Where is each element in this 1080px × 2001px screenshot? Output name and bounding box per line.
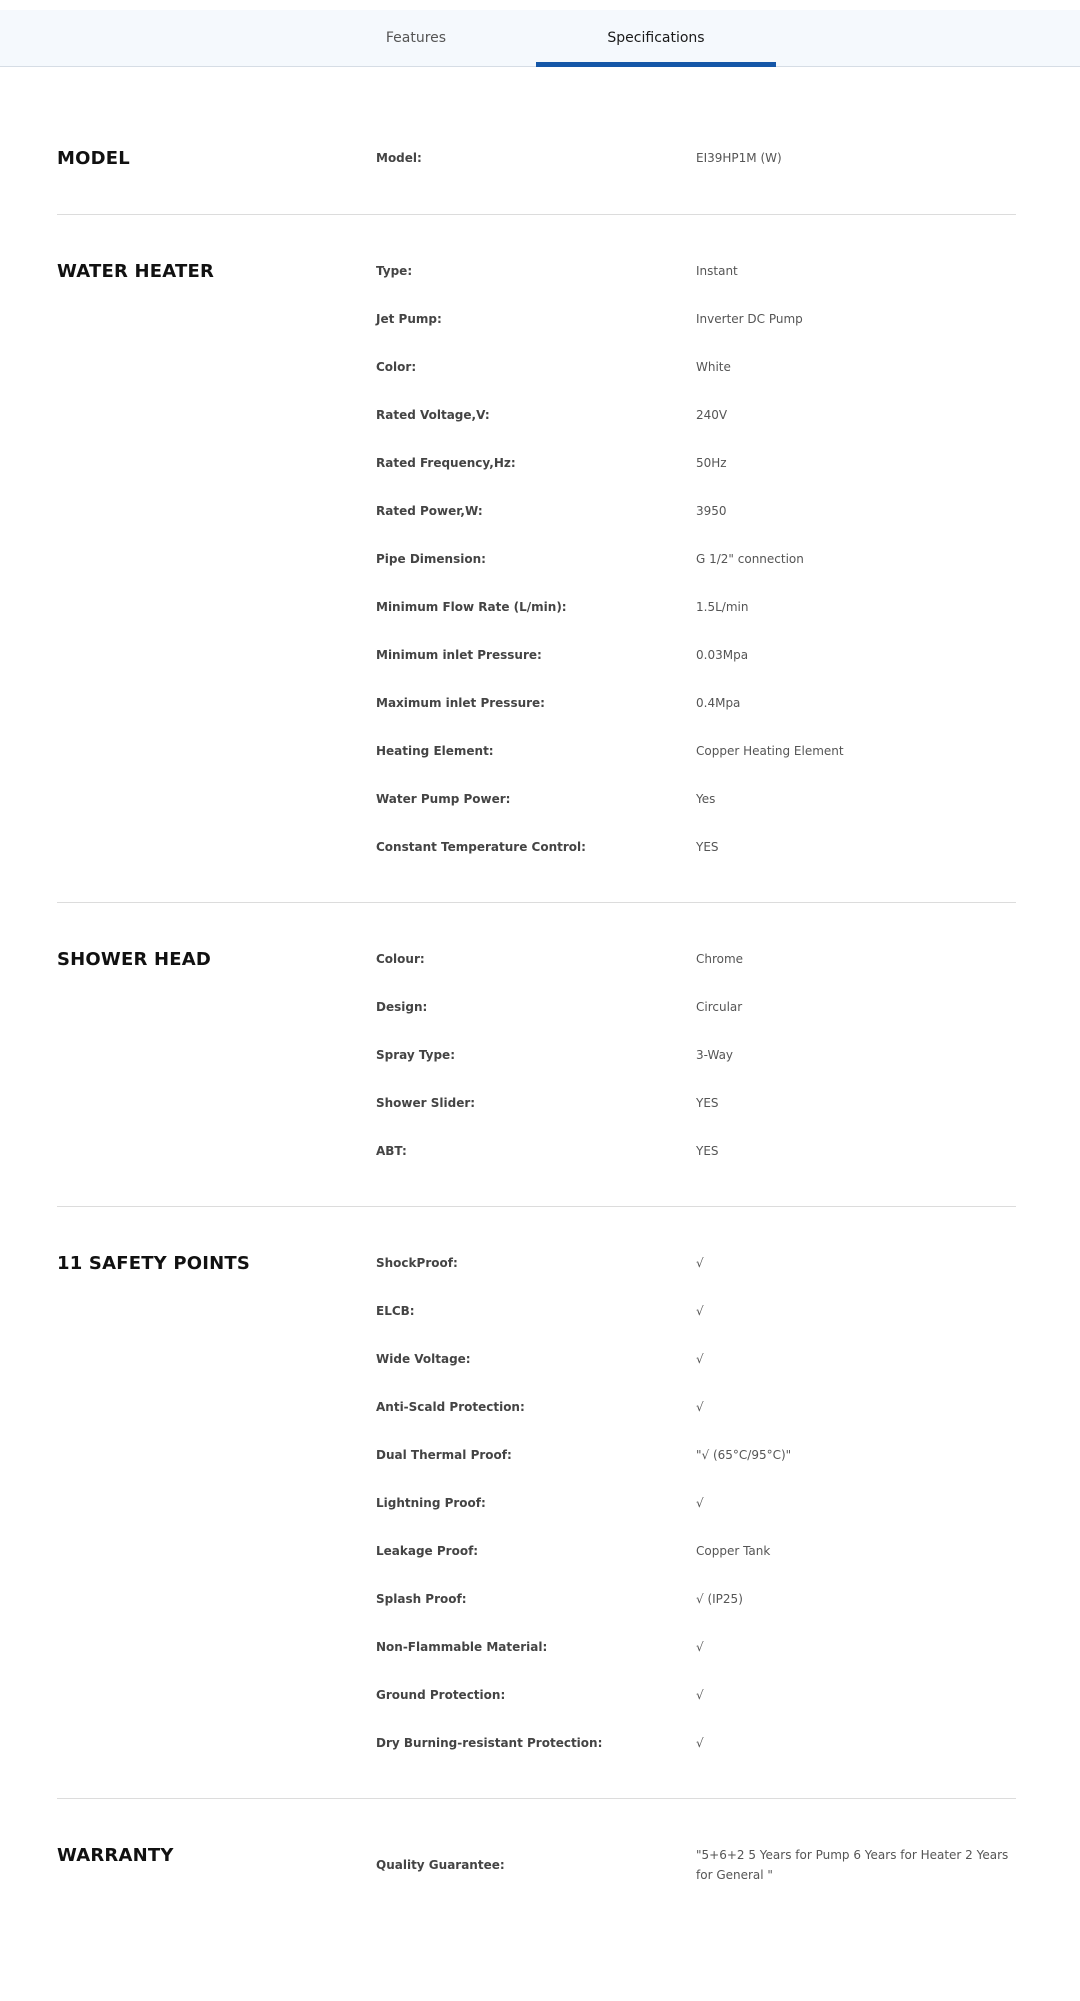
spec-label: Splash Proof: <box>376 1592 467 1606</box>
spec-value: √ <box>696 1400 704 1414</box>
spec-row <box>57 1445 1016 1465</box>
spec-row <box>57 1141 1016 1161</box>
spec-value: 1.5L/min <box>696 600 749 614</box>
spec-label: Quality Guarantee: <box>376 1858 505 1872</box>
spec-value: 3-Way <box>696 1048 734 1062</box>
spec-row <box>57 1397 1016 1417</box>
spec-value: Copper Tank <box>696 1544 771 1558</box>
spec-label: ELCB: <box>376 1304 415 1318</box>
spec-row <box>57 1493 1016 1513</box>
spec-value: √ <box>696 1736 704 1750</box>
spec-label: Rated Frequency,Hz: <box>376 456 516 470</box>
spec-label: Color: <box>376 360 417 374</box>
tab-features[interactable] <box>316 10 516 66</box>
spec-label: Type: <box>376 264 413 278</box>
spec-label: Heating Element: <box>376 744 494 758</box>
spec-label: Ground Protection: <box>376 1688 506 1702</box>
spec-label: Rated Voltage,V: <box>376 408 490 422</box>
spec-value: YES <box>696 840 719 854</box>
section-divider <box>57 1206 1016 1207</box>
spec-value: Inverter DC Pump <box>696 312 803 326</box>
spec-label: Maximum inlet Pressure: <box>376 696 545 710</box>
section-title: MODEL <box>57 148 130 169</box>
spec-row <box>57 1253 1016 1273</box>
spec-label: ShockProof: <box>376 1256 458 1270</box>
spec-value: √ (IP25) <box>696 1592 743 1606</box>
spec-value: White <box>696 360 731 374</box>
spec-label: Minimum inlet Pressure: <box>376 648 542 662</box>
tab-specifications-label: Specifications <box>607 30 705 46</box>
spec-row <box>57 597 1016 617</box>
active-tab-indicator <box>536 62 776 67</box>
section-title: SHOWER HEAD <box>57 949 212 970</box>
spec-value: √ <box>696 1304 704 1318</box>
section-divider <box>57 1798 1016 1799</box>
spec-row <box>57 645 1016 665</box>
spec-value: YES <box>696 1144 719 1158</box>
spec-label: Leakage Proof: <box>376 1544 479 1558</box>
tab-specifications[interactable] <box>536 10 776 66</box>
spec-row <box>57 1733 1016 1753</box>
spec-value: YES <box>696 1096 719 1110</box>
spec-row <box>57 1093 1016 1113</box>
spec-value: EI39HP1M (W) <box>696 151 782 165</box>
spec-row <box>57 501 1016 521</box>
spec-label: Jet Pump: <box>376 312 442 326</box>
spec-label: Wide Voltage: <box>376 1352 471 1366</box>
spec-row <box>57 1589 1016 1609</box>
spec-value: Yes <box>696 792 716 806</box>
spec-value: 0.03Mpa <box>696 648 749 662</box>
spec-value: Chrome <box>696 952 744 966</box>
spec-label: Constant Temperature Control: <box>376 840 586 854</box>
spec-label: Design: <box>376 1000 428 1014</box>
spec-value: Circular <box>696 1000 743 1014</box>
spec-label: Shower Slider: <box>376 1096 476 1110</box>
spec-value: √ <box>696 1352 704 1366</box>
spec-value: Copper Heating Element <box>696 744 844 758</box>
spec-label: Dry Burning-resistant Protection: <box>376 1736 603 1750</box>
spec-row <box>57 148 1016 168</box>
section-title: WATER HEATER <box>57 261 215 282</box>
spec-label: ABT: <box>376 1144 407 1158</box>
spec-row <box>57 693 1016 713</box>
spec-value: √ <box>696 1640 704 1654</box>
spec-value: √ <box>696 1688 704 1702</box>
spec-value: √ <box>696 1256 704 1270</box>
spec-row <box>57 837 1016 857</box>
spec-value: √ <box>696 1496 704 1510</box>
spec-label: Pipe Dimension: <box>376 552 486 566</box>
spec-row <box>57 357 1016 377</box>
spec-label: Anti-Scald Protection: <box>376 1400 525 1414</box>
spec-value: Instant <box>696 264 738 278</box>
spec-row <box>57 741 1016 761</box>
spec-value: G 1/2" connection <box>696 552 804 566</box>
spec-row <box>57 309 1016 329</box>
section-title: WARRANTY <box>57 1845 174 1866</box>
section-divider <box>57 214 1016 215</box>
spec-row <box>57 789 1016 809</box>
spec-label: Rated Power,W: <box>376 504 483 518</box>
spec-row <box>57 1541 1016 1561</box>
section-title: 11 SAFETY POINTS <box>57 1253 251 1274</box>
spec-value: "5+6+2 5 Years for Pump 6 Years for Heater 2 Years for General " <box>696 1848 1009 1882</box>
spec-row <box>57 549 1016 569</box>
spec-row <box>57 1349 1016 1369</box>
spec-row <box>57 1637 1016 1657</box>
spec-label: Water Pump Power: <box>376 792 511 806</box>
spec-row <box>57 1045 1016 1065</box>
spec-row <box>57 997 1016 1017</box>
tab-features-label: Features <box>385 30 447 46</box>
spec-row <box>57 1685 1016 1705</box>
spec-label: Minimum Flow Rate (L/min): <box>376 600 567 614</box>
tab-bar <box>0 10 1080 67</box>
spec-row <box>57 1301 1016 1321</box>
spec-label: Lightning Proof: <box>376 1496 486 1510</box>
spec-label: Non-Flammable Material: <box>376 1640 548 1654</box>
spec-row <box>57 1845 1016 1885</box>
spec-row <box>57 453 1016 473</box>
spec-label: Dual Thermal Proof: <box>376 1448 512 1462</box>
spec-label: Spray Type: <box>376 1048 455 1062</box>
section-divider <box>57 902 1016 903</box>
spec-label: Model: <box>376 151 422 165</box>
spec-label: Colour: <box>376 952 425 966</box>
spec-row <box>57 261 1016 281</box>
spec-value: "√ (65°C/95°C)" <box>696 1448 792 1462</box>
spec-row <box>57 405 1016 425</box>
spec-value: 0.4Mpa <box>696 696 741 710</box>
spec-value: 3950 <box>696 504 727 518</box>
spec-value: 50Hz <box>696 456 727 470</box>
spec-value: 240V <box>696 408 728 422</box>
spec-row <box>57 949 1016 969</box>
